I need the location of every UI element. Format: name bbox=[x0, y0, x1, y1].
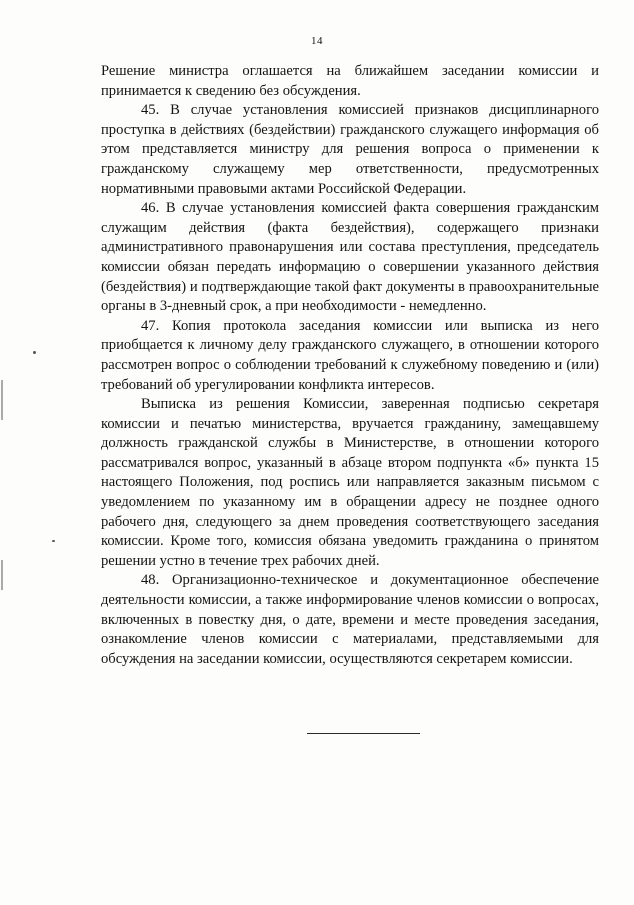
paragraph-47-extract: Выписка из решения Комиссии, заверенная подписью секретаря комиссии и печатью министерства, вручается гражданину, замещавшему должность гражданской службы в Министерстве, в отношении которого рассматривался вопрос, указанный в абзаце втором подпункта «б» пункта 15 настоящего Положения, под роспись или направляется заказным письмом с уведомлением по указанному им в обращении адресу не позднее одного рабочего дня, следующего за днем проведения соответствующего заседания комиссии. Кроме того, комиссия обязана уведомить гражданина о принятом решении устно в течение трех рабочих дней. bbox=[101, 396, 599, 569]
paragraph-decision-announcement: Решение министра оглашается на ближайшем заседании комиссии и принимается к сведению без обсуждения. bbox=[101, 63, 599, 99]
scan-edge-mark bbox=[1, 560, 3, 590]
scan-edge-mark bbox=[1, 380, 3, 420]
paragraph-45: 45. В случае установления комиссией признаков дисциплинарного проступка в действиях (бездействии) гражданского служащего информация об этом представляется министру для решения вопроса о применении к гражданскому служащему мер ответственности, предусмотренных нормативными правовыми актами Российской Федерации. bbox=[101, 102, 599, 197]
scan-speck bbox=[52, 540, 55, 542]
paragraph-48: 48. Организационно-техническое и документационное обеспечение деятельности комиссии, а также информирование членов комиссии о вопросах, включенных в повестку дня, о дате, времени и месте проведения заседания, ознакомление членов комиссии с материалами, представляемыми для обсуждения на заседании комиссии, осуществляются секретарем комиссии. bbox=[101, 572, 599, 667]
paragraph-46: 46. В случае установления комиссией факта совершения гражданским служащим действия (факта бездействия), содержащего признаки административного правонарушения или состава преступления, председатель комиссии обязан передать информацию о совершении указанного действия (бездействия) и подтверждающие такой факт документы в правоохранительные органы в 3-дневный срок, а при необходимости - немедленно. bbox=[101, 200, 599, 315]
page-number: 14 bbox=[311, 35, 323, 47]
paragraph-47: 47. Копия протокола заседания комиссии или выписка из него приобщается к личному делу гражданского служащего, в отношении которого рассмотрен вопрос о соблюдении требований к служебному поведению и (или) требований об урегулировании конфликта интересов. bbox=[101, 317, 599, 393]
document-body bbox=[101, 62, 599, 669]
end-of-text-divider bbox=[307, 733, 420, 734]
scan-speck bbox=[33, 351, 36, 354]
